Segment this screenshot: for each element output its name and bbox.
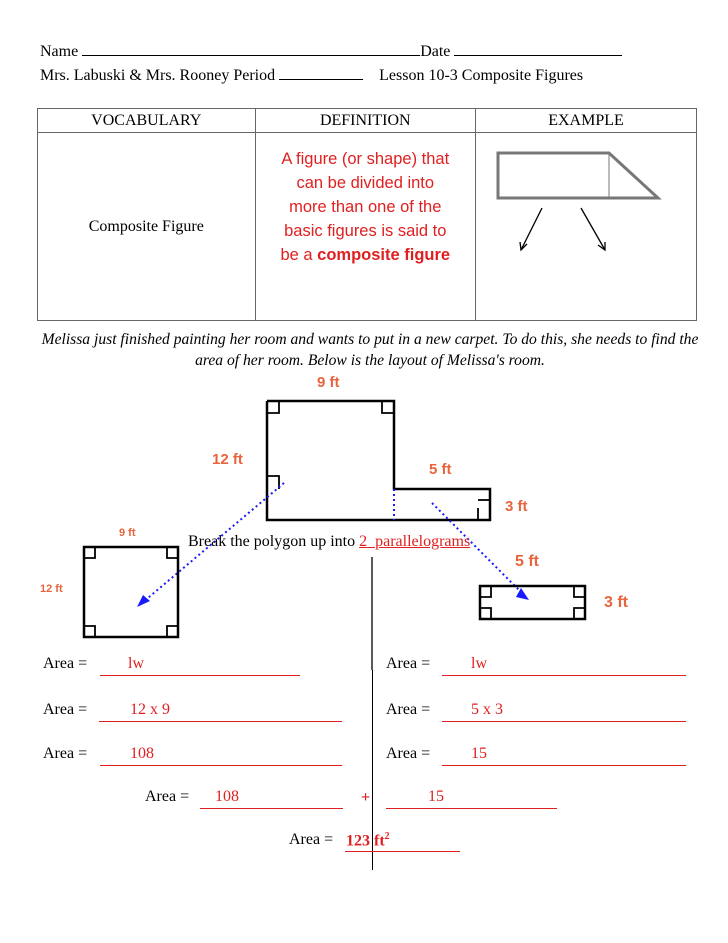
corner-mark [480,608,491,619]
problem-statement: Melissa just finished painting her room and wants to put in a new carpet. To do this, she needs to find the area of her room. Below is the layout of Melissa's room. [41,331,699,369]
teacher-line [40,67,583,85]
room-outline [267,401,490,520]
corner-mark [574,586,585,597]
left-height-label: 12 ft [212,451,243,468]
right-area-label-2: Area = [386,701,431,718]
square-corner-marks [84,547,178,637]
vocab-table [37,108,697,321]
rectangle-corner-marks [480,586,585,619]
corner-mark [267,401,279,413]
instruction [188,533,470,551]
definition-text [256,147,475,267]
lesson-title: Lesson 10-3 Composite Figures [379,67,584,84]
col-example: EXAMPLE [476,109,697,133]
trapezoid-shape [498,153,658,198]
instruction-count: 2 [359,533,368,550]
rectangle-height-label: 3 ft [604,594,628,611]
left-substitution: 12 x 9 [130,701,170,718]
date-label: Date [420,43,451,60]
name-label: Name [40,43,79,60]
square-piece [84,547,178,637]
left-area-label-3: Area = [43,745,88,762]
right-arrow [581,208,605,250]
sum-right-value: 15 [428,788,444,805]
period-label: Period [233,67,276,84]
top-width-label: 9 ft [317,374,340,391]
corner-mark [480,586,491,597]
instruction-prefix: Break the polygon up into [188,533,360,550]
total-label: Area = [289,831,334,848]
room-diagram [0,370,728,670]
col-definition: DEFINITION [255,109,475,133]
definition-line-1: A figure (or shape) that [281,150,450,168]
corner-mark [267,476,279,489]
corner-mark [84,547,95,558]
left-area-label-2: Area = [43,701,88,718]
example-trapezoid-diagram [476,133,696,273]
teachers: Mrs. Labuski & Mrs. Rooney [40,67,230,84]
date-blank[interactable] [454,54,622,56]
corner-mark [84,626,95,637]
definition-prefix: be a [280,246,318,264]
vocab-definition [255,133,475,321]
name-blank[interactable] [82,54,420,56]
left-formula: lw [128,655,144,672]
right-angle-marks [267,401,490,520]
term-text: Composite Figure [88,217,204,235]
name-line [40,43,622,61]
left-arrow [521,208,542,250]
definition-term-bold: composite figure [317,246,451,264]
definition-line-2: can be divided into [296,174,435,192]
vocab-term [38,133,256,321]
instruction-shape: parallelograms [375,533,471,550]
right-substitution: 5 x 3 [471,701,503,718]
arrowhead-right [516,588,529,600]
corner-mark [167,626,178,637]
total-number: 123 ft [346,832,385,850]
corner-mark [382,401,394,413]
arrowhead-left [137,595,150,607]
square-width-label: 9 ft [119,527,136,539]
definition-line-3: more than one of the [289,198,442,216]
example-arrows [520,208,605,250]
rectangle-width-label: 5 ft [515,553,539,570]
right-height-label: 3 ft [505,498,528,515]
corner-mark [167,547,178,558]
rectangle-piece [480,586,585,619]
period-blank[interactable] [279,78,363,80]
right-formula: lw [471,655,487,672]
right-width-label: 5 ft [429,461,452,478]
total-exponent: 2 [384,831,390,842]
sum-operator: + [361,789,371,806]
vocab-example [476,133,697,321]
left-area-label-1: Area = [43,655,88,672]
sum-left-value: 108 [215,788,239,805]
right-result: 15 [471,745,487,762]
definition-line-4: basic figures is said to [284,222,447,240]
right-area-label-3: Area = [386,745,431,762]
left-result: 108 [130,745,154,762]
sum-label: Area = [145,788,190,805]
right-area-label-1: Area = [386,655,431,672]
definition-line-5 [256,243,475,267]
corner-mark [574,608,585,619]
col-vocabulary: VOCABULARY [38,109,256,133]
total-value [346,831,390,850]
square-height-label: 12 ft [40,583,63,595]
